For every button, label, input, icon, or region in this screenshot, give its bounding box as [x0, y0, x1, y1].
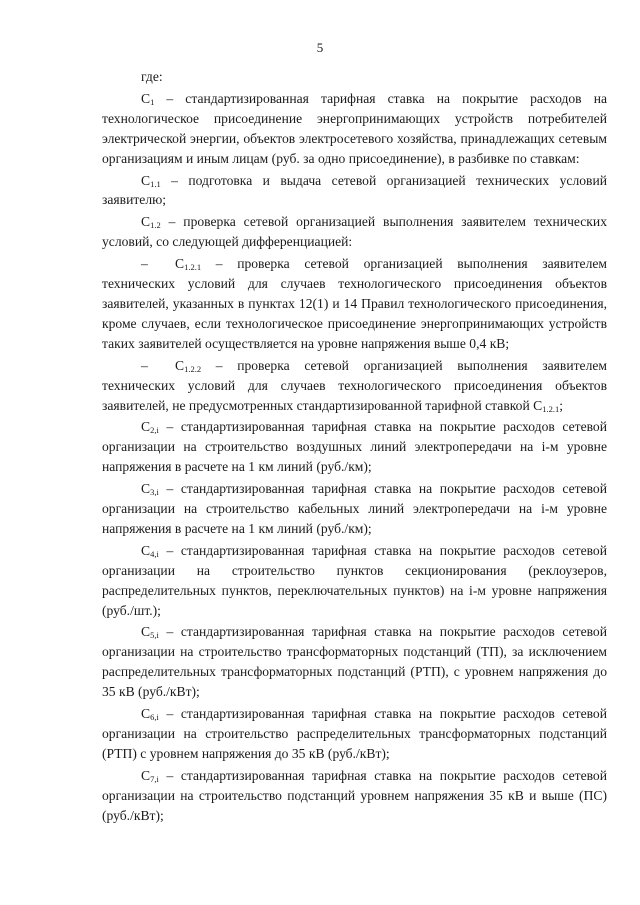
definition-c3: $C_{3,i}$ – стандартизированная тарифная ставка на покрытие расходов сетевой организации на строительство кабельных линий электропередачи на i-м уровне напряжения в расчете на 1 км линий (руб./км);	[102, 481, 607, 536]
definition-c7: $C_{7,i}$ – стандартизированная тарифная ставка на покрытие расходов сетевой организации на строительство подстанций уровнем напряжения 35 кВ и выше (ПС) (руб./кВт);	[102, 767, 607, 823]
page-number: 5	[316, 40, 324, 55]
definition-c4: $C_{4,i}$ – стандартизированная тарифная ставка на покрытие расходов сетевой организации на строительство пунктов секционирования (реклоузеров, распределительных пунктов, переключательных пунктов) на i-м уровне напряжения (руб./шт.);	[102, 542, 607, 618]
definition-c6: $C_{6,i}$ – стандартизированная тарифная ставка на покрытие расходов сетевой организации на строительство распределительных трансформаторных подстанций (РТП) с уровнем напряжения до 35 кВ (руб./кВт);	[102, 706, 607, 761]
list-dash: –	[141, 357, 148, 373]
definition-c1-2-2: – $C_{1.2.2}$ – проверка сетевой организацией выполнения заявителем технических условий для случаев технологического присоединения объектов заявителей, не предусмотренных стандартизированной тарифной ставкой $C_{1.2.1}$;	[102, 357, 607, 414]
document-body	[102, 67, 607, 826]
definition-c2: $C_{2,i}$ – стандартизированная тарифная ставка на покрытие расходов сетевой организации на строительство воздушных линий электропередачи на i-м уровне напряжения в расчете на 1 км линий (руб./км);	[102, 419, 607, 475]
definition-c1-1: $C_{1.1}$ – подготовка и выдача сетевой организацией технических условий заявителю;	[102, 172, 607, 208]
definition-c1-2: $C_{1.2}$ – проверка сетевой организацией выполнения заявителем технических условий, со следующей дифференциацией:	[102, 214, 607, 250]
list-dash: –	[141, 256, 148, 272]
definition-c5: $C_{5,i}$ – стандартизированная тарифная ставка на покрытие расходов сетевой организации на строительство трансформаторных подстанций (ТП), за исключением распределительных трансформаторных подстанций (РТП), с уровнем напряжения до 35 кВ (руб./кВт);	[102, 624, 607, 700]
definition-c1: $C_1$ – стандартизированная тарифная ставка на покрытие расходов на технологическое присоединение энергопринимающих устройств потребителей электрической энергии, объектов электросетевого хозяйства, принадлежащих сетевым организациям и иным лицам (руб. за одно присоединение), в разбивке по ставкам:	[102, 90, 607, 166]
intro-text: где:	[141, 69, 163, 84]
definition-c1-2-1: – $C_{1.2.1}$ – проверка сетевой организацией выполнения заявителем технических условий для случаев технологического присоединения объектов заявителей, указанных в пунктах 12(1) и 14 Правил технологического присоединения, кроме случаев, если технологическое присоединение энергопринимающих устройств таких заявителей осуществляется на уровне напряжения выше 0,4 кВ;	[102, 256, 607, 351]
